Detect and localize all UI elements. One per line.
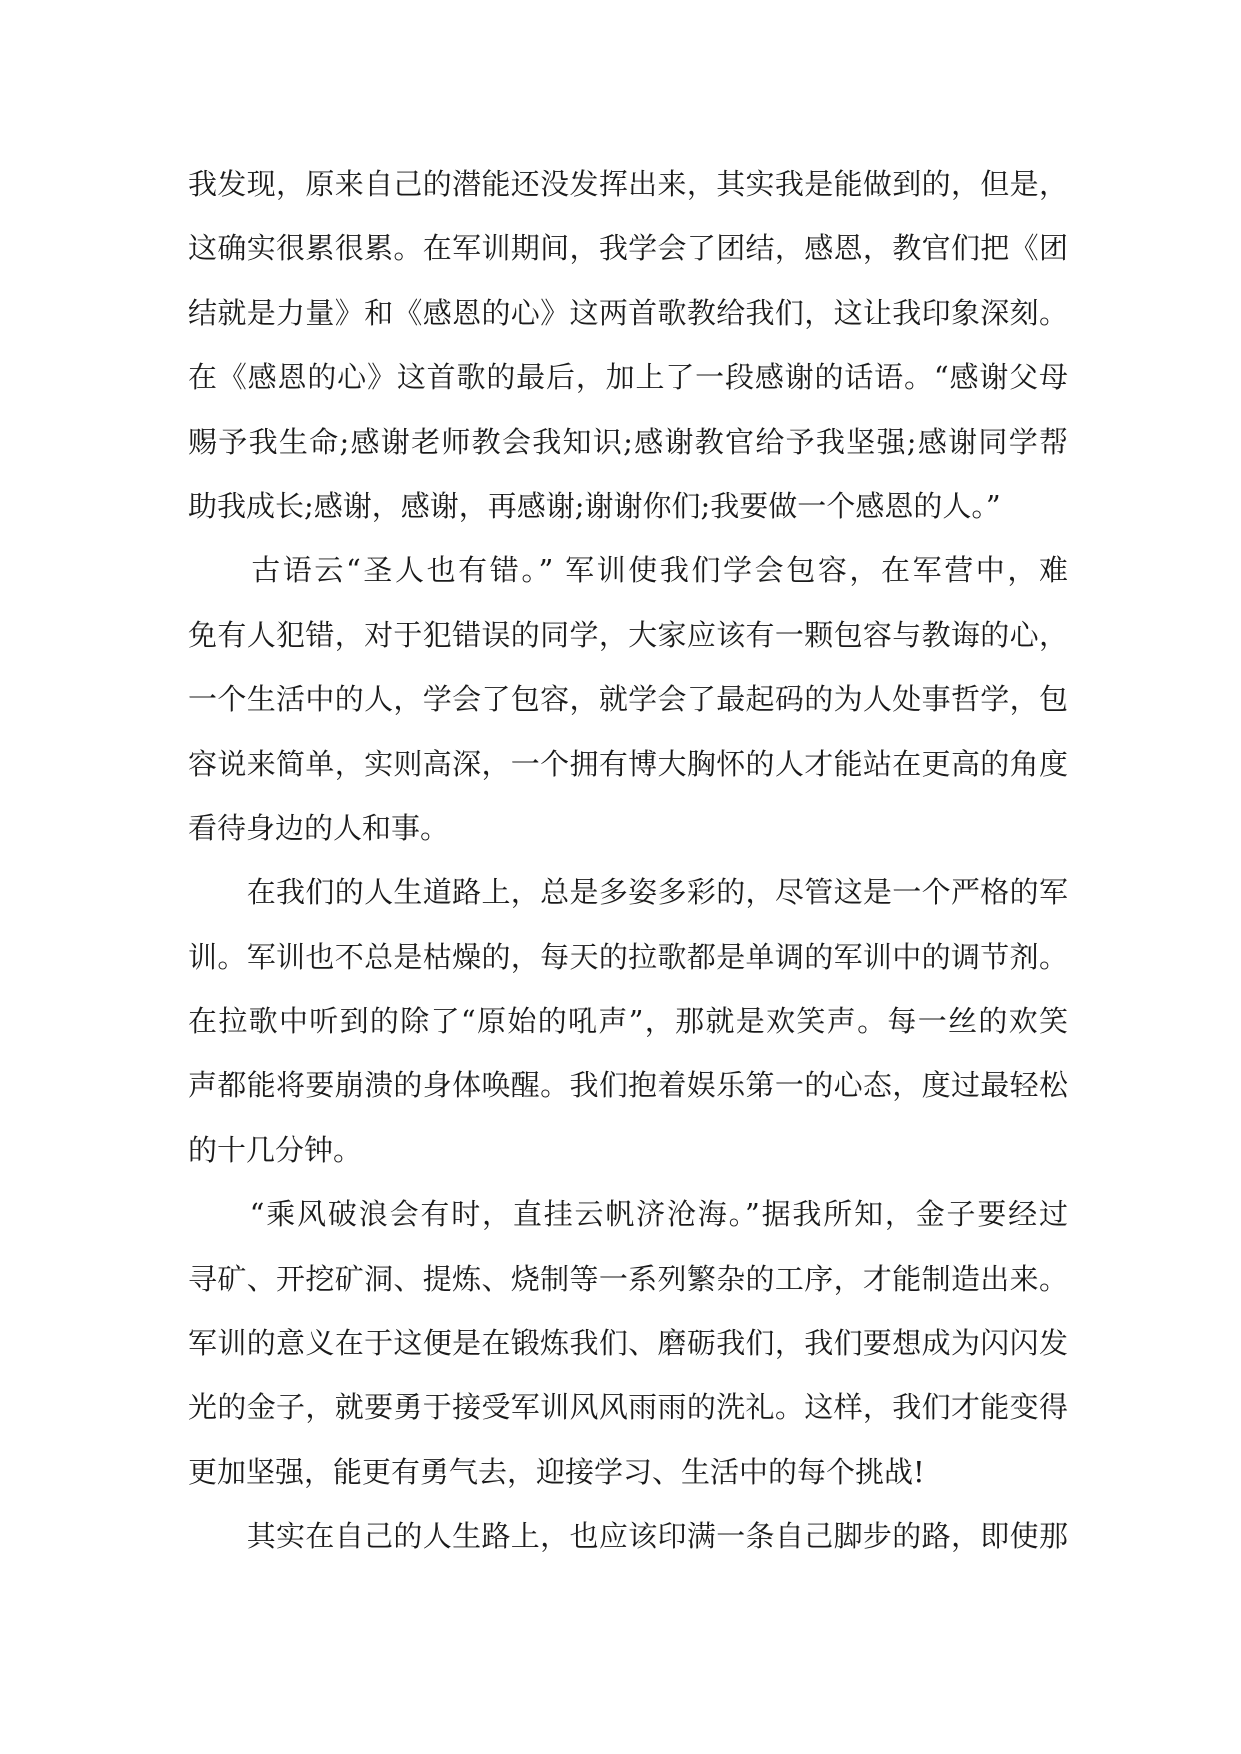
- text-line: 看待身边的人和事。: [188, 810, 450, 845]
- text-line: 这确实很累很累。在军训期间，我学会了团结，感恩，教官们把《团: [188, 231, 1068, 266]
- text-line: 容说来简单，实则高深，一个拥有博大胸怀的人才能站在更高的角度: [188, 746, 1068, 781]
- text-line: 结就是力量》和《感恩的心》这两首歌教给我们，这让我印象深刻。: [188, 295, 1068, 330]
- text-line: 寻矿、开挖矿洞、提炼、烧制等一系列繁杂的工序，才能制造出来。: [188, 1261, 1068, 1296]
- text-line: 免有人犯错，对于犯错误的同学，大家应该有一颗包容与教诲的心，: [188, 617, 1068, 652]
- text-line: 训。军训也不总是枯燥的，每天的拉歌都是单调的军训中的调节剂。: [188, 939, 1068, 974]
- text-line: 其实在自己的人生路上，也应该印满一条自己脚步的路，即使那: [188, 1519, 1068, 1554]
- text-line: 赐予我生命;感谢老师教会我知识;感谢教官给予我坚强;感谢同学帮: [188, 424, 1068, 459]
- paragraph-2: [188, 538, 1068, 860]
- text-line: 我发现，原来自己的潜能还没发挥出来，其实我是能做到的，但是，: [188, 167, 1068, 201]
- text-line: 在《感恩的心》这首歌的最后，加上了一段感谢的话语。“感谢父母: [188, 360, 1068, 395]
- text-line: 在我们的人生道路上，总是多姿多彩的，尽管这是一个严格的军: [188, 875, 1068, 910]
- text-line: 的十几分钟。: [188, 1132, 363, 1167]
- text-line: 古语云“圣人也有错。” 军训使我们学会包容，在军营中，难: [188, 553, 1068, 588]
- paragraph-5: [188, 1504, 1068, 1568]
- paragraph-1: [188, 152, 1068, 538]
- text-line: 更加坚强，能更有勇气去，迎接学习、生活中的每个挑战!: [188, 1454, 925, 1489]
- paragraph-3: [188, 860, 1068, 1182]
- text-line: 声都能将要崩溃的身体唤醒。我们抱着娱乐第一的心态，度过最轻松: [188, 1068, 1068, 1103]
- document-body: [188, 152, 1068, 1569]
- text-line: 助我成长;感谢，感谢，再感谢;谢谢你们;我要做一个感恩的人。”: [188, 488, 1001, 523]
- text-line: 军训的意义在于这便是在锻炼我们、磨砺我们，我们要想成为闪闪发: [188, 1326, 1068, 1361]
- paragraph-4: [188, 1182, 1068, 1504]
- text-line: “乘风破浪会有时，直挂云帆济沧海。”据我所知，金子要经过: [188, 1197, 1068, 1232]
- text-line: 光的金子，就要勇于接受军训风风雨雨的洗礼。这样，我们才能变得: [188, 1390, 1068, 1425]
- text-line: 在拉歌中听到的除了“原始的吼声”，那就是欢笑声。每一丝的欢笑: [188, 1004, 1068, 1039]
- text-line: 一个生活中的人，学会了包容，就学会了最起码的为人处事哲学，包: [188, 682, 1068, 717]
